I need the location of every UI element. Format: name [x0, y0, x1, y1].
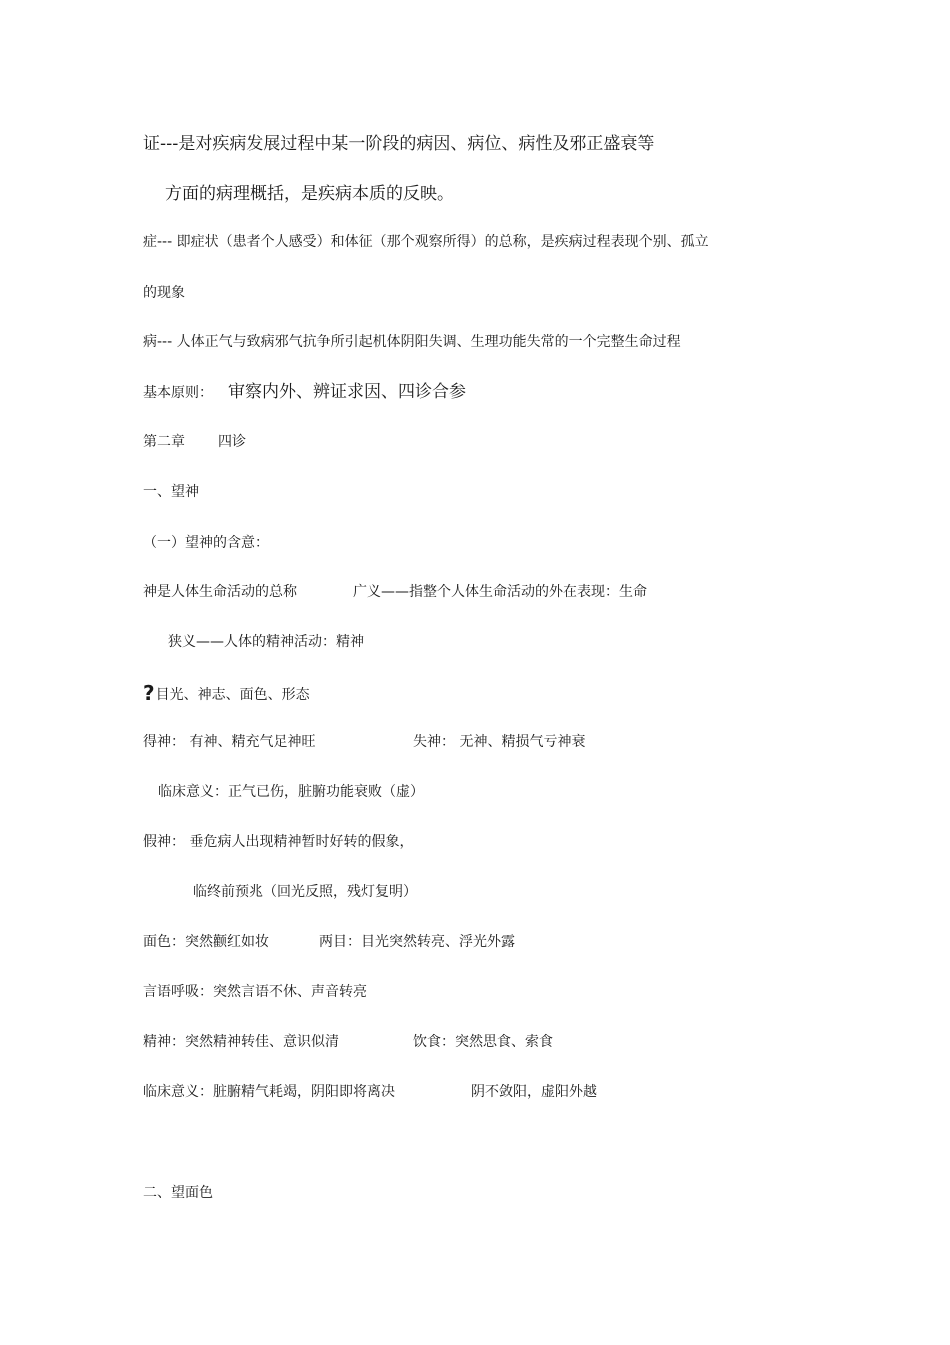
yin-yang-text: 阴不敛阳，虚阳外越	[471, 1084, 597, 1100]
jiashen-omen-text: 临终前预兆（回光反照，残灯复明）	[193, 884, 417, 900]
zheng-definition-line-1: 证---是对疾病发展过程中某一阶段的病因、病位、病性及邪正盛衰等	[143, 134, 655, 154]
deshen-text: 得神： 有神、精充气足神旺	[143, 734, 316, 750]
observe-items-text: 目光、神志、面色、形态	[155, 687, 310, 703]
chapter-label: 第二章	[143, 434, 185, 450]
diet-text: 饮食：突然思食、索食	[413, 1034, 553, 1050]
clinical-significance-1: 临床意义：正气已伤，脏腑功能衰败（虚）	[158, 784, 424, 800]
symptom-definition-line-1: 症--- 即症状（患者个人感受）和体征（那个观察所得）的总称，是疾病过程表现个别、孤立	[143, 234, 709, 250]
shishen-text: 失神： 无神、精损气亏神衰	[413, 734, 586, 750]
eyes-text: 两目：目光突然转亮、浮光外露	[319, 934, 515, 950]
shen-total-text: 神是人体生命活动的总称	[143, 584, 297, 600]
face-text: 面色：突然颧红如妆	[143, 934, 269, 950]
principles-value: 审察内外、辨证求因、四诊合参	[228, 382, 466, 402]
symptom-definition-line-2: 的现象	[143, 285, 185, 301]
chapter-title: 四诊	[218, 434, 246, 450]
section-heading-1: 一、望神	[143, 484, 199, 500]
disease-definition: 病--- 人体正气与致病邪气抗争所引起机体阴阳失调、生理功能失常的一个完整生命过程	[143, 334, 681, 350]
unknown-glyph-icon: ?	[143, 681, 155, 705]
shen-broad-text: 广义——指整个人体生命活动的外在表现：生命	[353, 584, 647, 600]
shen-narrow-text: 狭义——人体的精神活动：精神	[168, 634, 364, 650]
principles-label: 基本原则：	[143, 385, 213, 401]
spirit-text: 精神：突然精神转佳、意识似清	[143, 1034, 339, 1050]
clinical-significance-2: 临床意义：脏腑精气耗竭，阴阳即将离决	[143, 1084, 395, 1100]
speech-text: 言语呼吸：突然言语不休、声音转亮	[143, 984, 367, 1000]
section-heading-2: 二、望面色	[143, 1185, 213, 1201]
zheng-definition-line-2: 方面的病理概括，是疾病本质的反映。	[165, 184, 454, 204]
subsection-heading-1: （一）望神的含意：	[143, 535, 269, 551]
jiashen-text: 假神： 垂危病人出现精神暂时好转的假象，	[143, 834, 414, 850]
observe-items-line	[143, 682, 310, 705]
